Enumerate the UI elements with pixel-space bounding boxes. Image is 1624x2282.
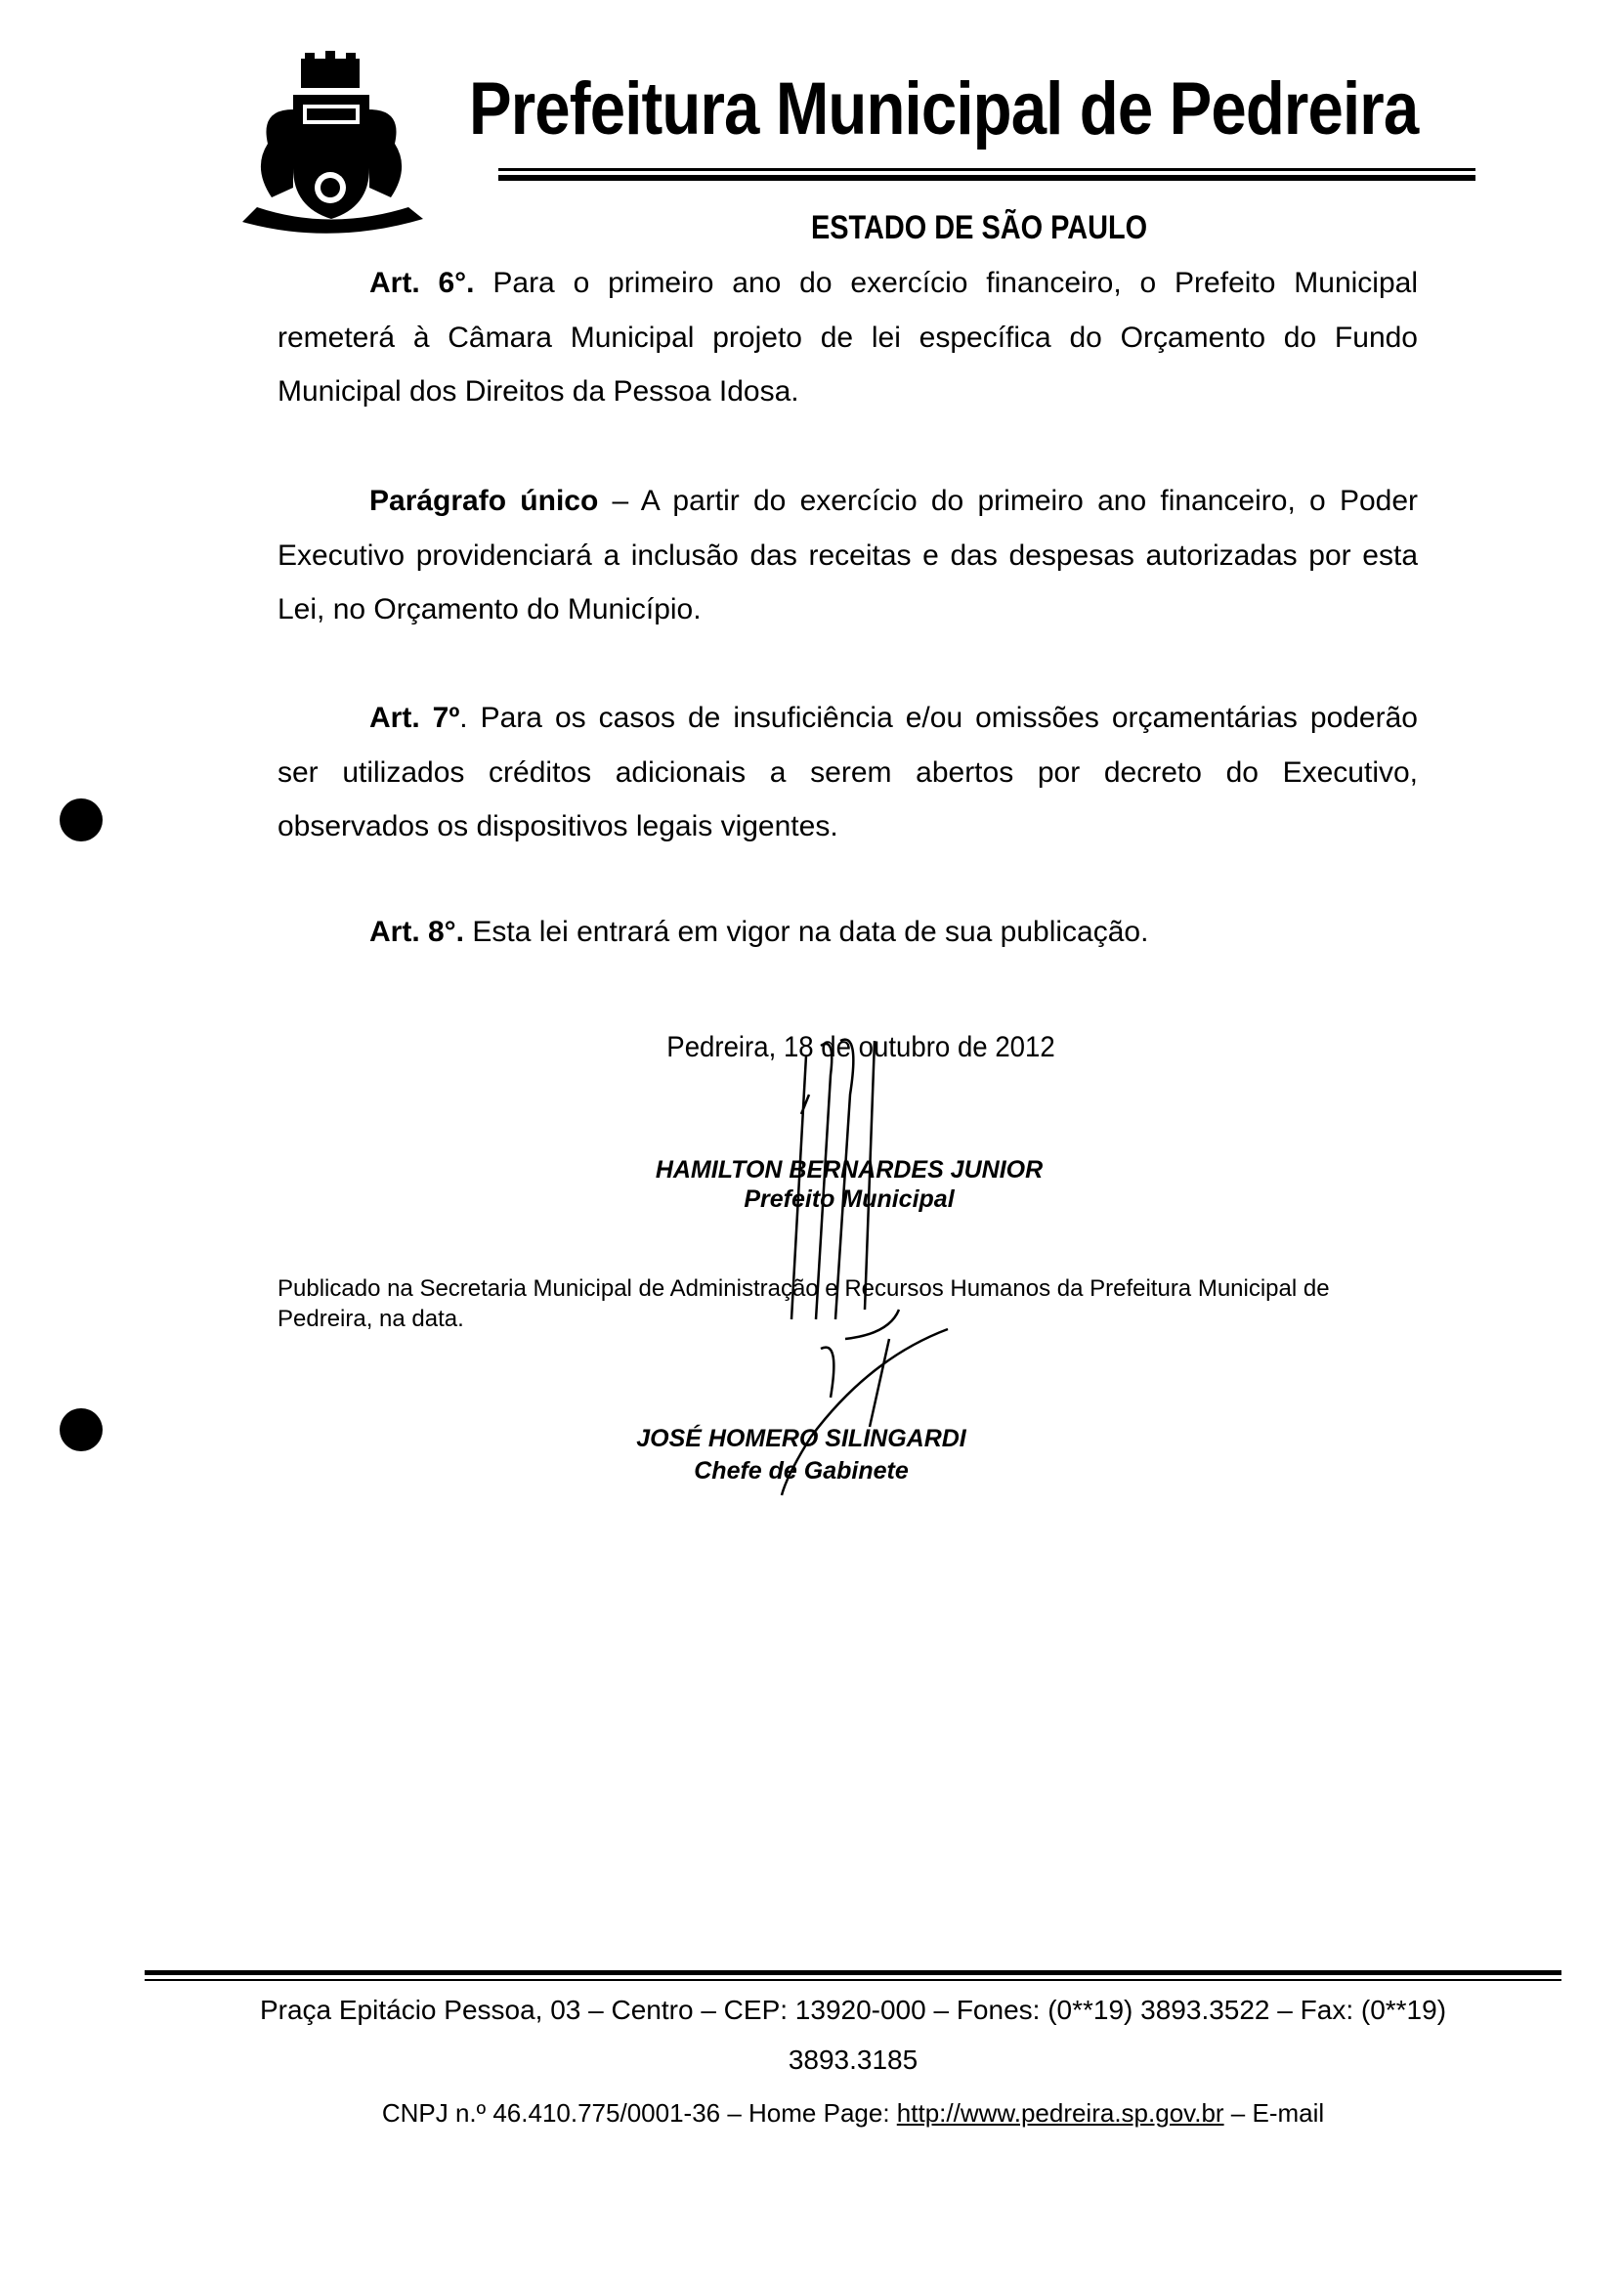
- article-text: Para o primeiro ano do exercício financeiro, o Prefeito Municipal remeterá à Câmara Municipal projeto de lei específica do Orçamento do Fundo Municipal dos Direitos da Pessoa Idosa.: [278, 267, 1418, 408]
- article-text: Esta lei entrará em vigor na data de sua publicação.: [464, 916, 1149, 948]
- signatory1-name: HAMILTON BERNARDES JUNIOR: [655, 1156, 1044, 1184]
- article-label: Art. 6°.: [369, 267, 475, 299]
- signatory2-role: Chefe de Gabinete: [694, 1457, 909, 1485]
- cnpj-text: CNPJ n.º 46.410.775/0001-36 – Home Page:: [381, 2098, 897, 2128]
- header-rule-thick: [498, 175, 1475, 181]
- coat-of-arms-logo: [233, 51, 433, 237]
- footer-rule-thin: [145, 1979, 1561, 1981]
- article-text: – A partir do exercício do primeiro ano financeiro, o Poder Executivo providenciará a inclusão das receitas e das despesas autorizadas por esta Lei, no Orçamento do Município.: [278, 485, 1418, 625]
- punch-hole: [60, 798, 103, 841]
- footer-fax: 3893.3185: [788, 2045, 919, 2075]
- state-subtitle: ESTADO DE SÃO PAULO: [811, 209, 1148, 246]
- homepage-link[interactable]: http://www.pedreira.sp.gov.br: [896, 2098, 1224, 2128]
- article-label: Art. 7º: [369, 702, 460, 734]
- article-text: . Para os casos de insuficiência e/ou omissões orçamentárias poderão ser utilizados créditos adicionais a serem abertos por decreto do Executivo, observados os dispositivos legais vigentes.: [278, 702, 1418, 842]
- sole-paragraph: [278, 474, 1418, 637]
- email-label: – E-mail: [1223, 2098, 1325, 2128]
- institution-title: Prefeitura Municipal de Pedreira: [469, 67, 1419, 151]
- footer-rule: [145, 1970, 1561, 1975]
- article-label: Art. 8°.: [369, 916, 465, 948]
- article-6: [278, 256, 1418, 419]
- article-7: [278, 691, 1418, 854]
- article-8: [278, 905, 1418, 960]
- article-label: Parágrafo único: [369, 485, 599, 517]
- footer-address: Praça Epitácio Pessoa, 03 – Centro – CEP: 13920-000 – Fones: (0**19) 3893.3522 – Fax: (0**19): [259, 1995, 1447, 2025]
- punch-hole: [60, 1408, 103, 1451]
- publication-note: Publicado na Secretaria Municipal de Administração e Recursos Humanos da Prefeitura Municipal de Pedreira, na data.: [278, 1275, 1330, 1332]
- header-rule: [498, 168, 1475, 171]
- signatory2-name: JOSÉ HOMERO SILINGARDI: [636, 1425, 966, 1452]
- date-line: Pedreira, 18 de outubro de 2012: [666, 1031, 1055, 1063]
- signatory1-role: Prefeito Municipal: [744, 1185, 955, 1213]
- footer-cnpj: [145, 2098, 1561, 2129]
